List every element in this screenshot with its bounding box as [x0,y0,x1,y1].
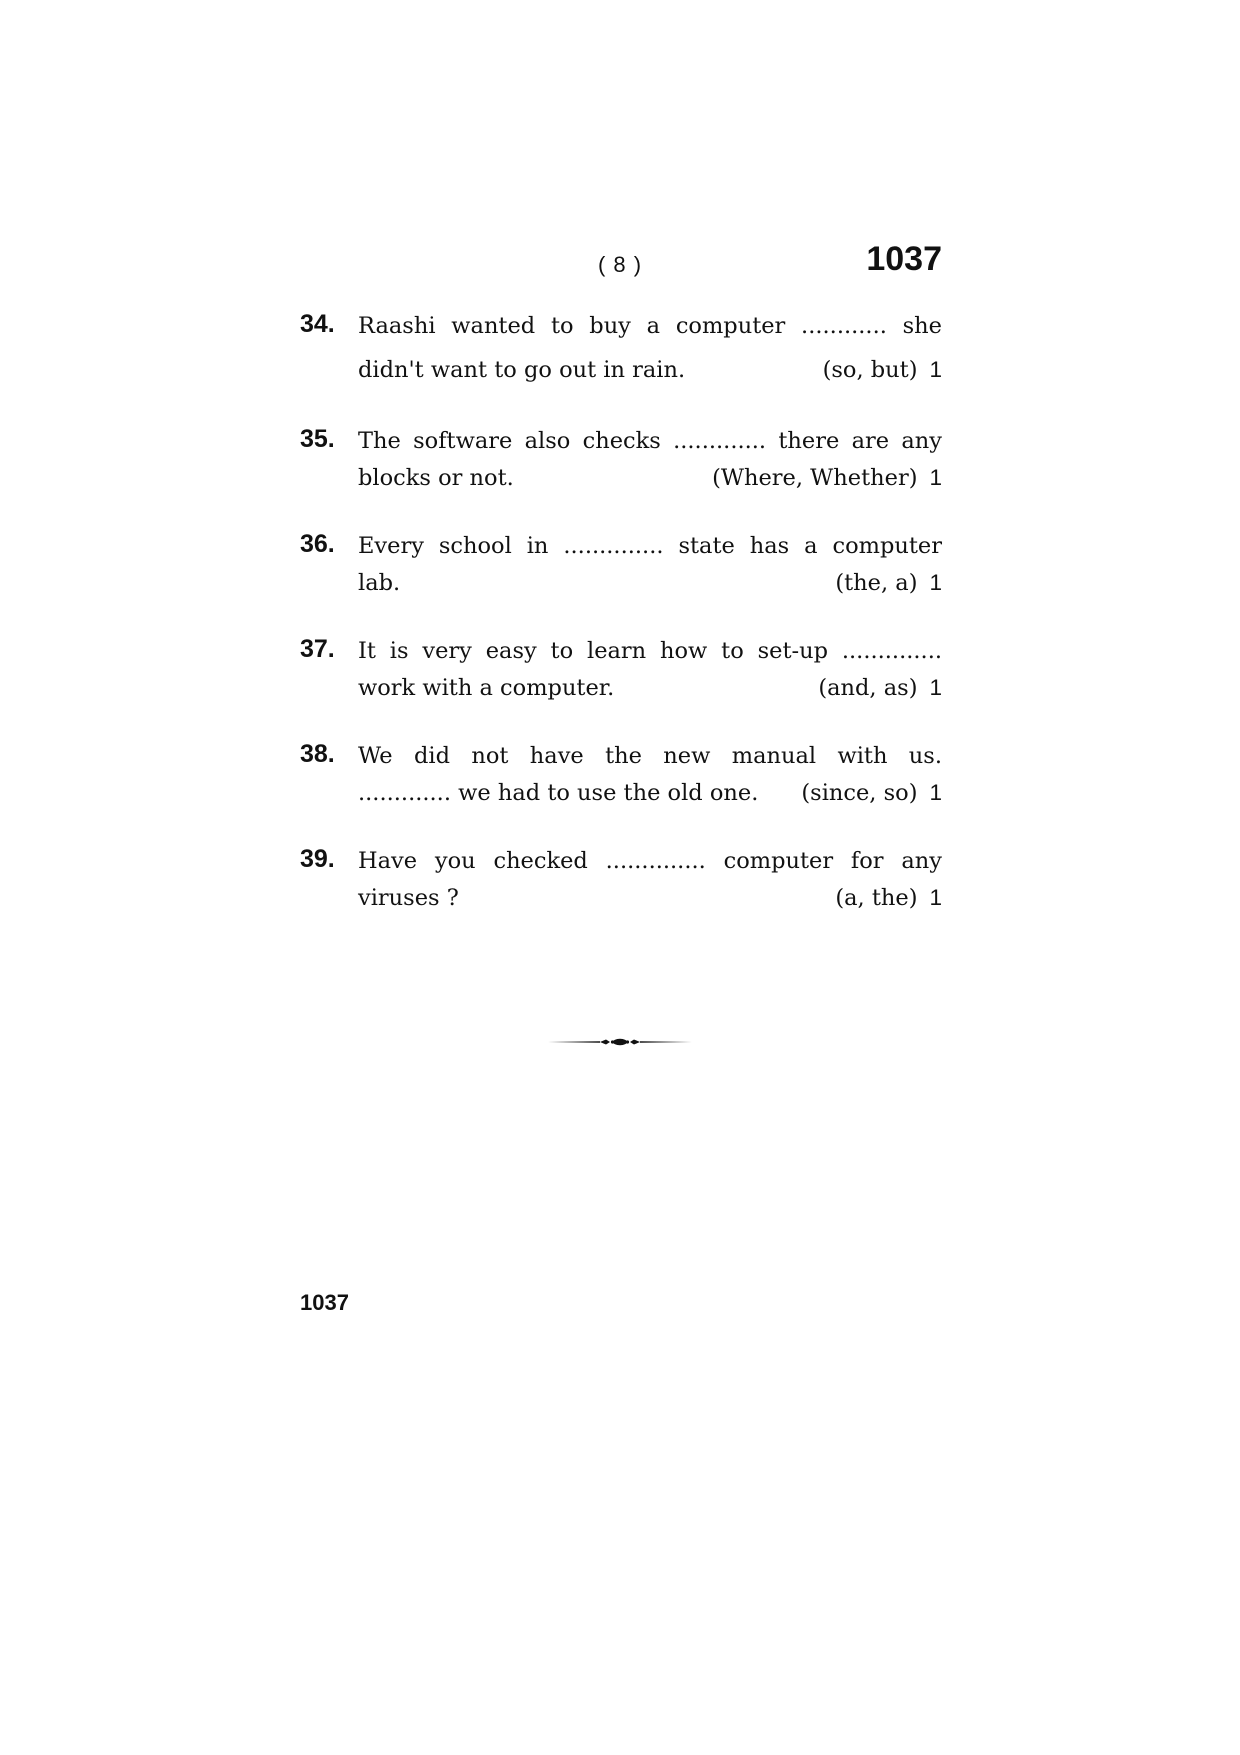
marks: 1 [929,780,942,805]
question-line-1: Raashi wanted to buy a computer ............ she [358,313,942,339]
question-line-2-text: blocks or not. [358,465,514,491]
answer-options: (the, a) [835,570,918,596]
question-line-2 [358,357,942,383]
marks: 1 [929,357,942,382]
question-number: 35. [300,425,335,453]
question-line-1: We did not have the new manual with us. [358,743,942,769]
question-number: 36. [300,530,335,558]
marks: 1 [929,675,942,700]
question-text [358,310,942,383]
question-line-2-text: didn't want to go out in rain. [358,357,686,383]
question-line-2 [358,465,942,491]
question-line-2 [358,675,942,701]
question-number: 34. [300,310,335,338]
question-number: 38. [300,740,335,768]
question-text [358,845,942,911]
question-line-2-text: lab. [358,570,401,596]
answer-options: (and, as) [818,675,918,701]
question-text [358,740,942,806]
marks: 1 [929,570,942,595]
question-line-2-text: ............. we had to use the old one. [358,780,759,806]
end-ornament-icon [548,1035,692,1049]
page-number: ( 8 ) [597,252,643,277]
marks: 1 [929,885,942,910]
question-line-2-text: viruses ? [358,885,459,911]
question-line-2-text: work with a computer. [358,675,615,701]
question-line-2 [358,780,942,806]
answer-options: (since, so) [801,780,918,806]
question-text [358,635,942,701]
question-text [358,425,942,491]
answer-options: (Where, Whether) [712,465,918,491]
question-line-1: The software also checks ............. there are any [358,428,942,454]
question-line-1: Have you checked .............. computer for any [358,848,942,874]
paper-code-header: 1037 [866,240,942,278]
answer-options: (a, the) [835,885,918,911]
question-line-2 [358,570,942,596]
marks: 1 [929,465,942,490]
question-number: 39. [300,845,335,873]
question-line-1: Every school in .............. state has a computer [358,533,942,559]
question-text [358,530,942,596]
question-line-2 [358,885,942,911]
question-number: 37. [300,635,335,663]
answer-options: (so, but) [822,357,918,383]
paper-code-footer: 1037 [300,1290,349,1315]
question-line-1: It is very easy to learn how to set-up .............. [358,638,942,664]
